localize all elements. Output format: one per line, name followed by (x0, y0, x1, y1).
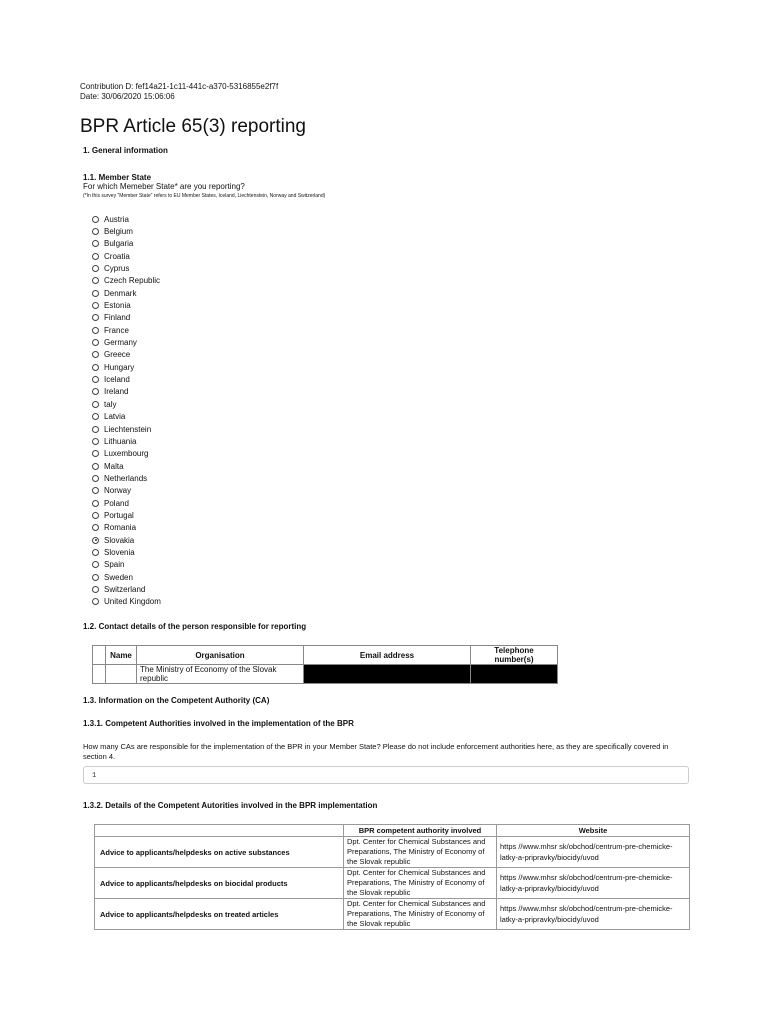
ca-row-label: Advice to applicants/helpdesks on treated articles (95, 899, 344, 930)
member-state-option[interactable] (92, 262, 692, 274)
member-state-option[interactable] (92, 509, 692, 521)
member-state-option[interactable] (92, 361, 692, 373)
member-state-title: 1.1. Member State (83, 173, 152, 182)
ca-row-authority: Dpt. Center for Chemical Substances and Preparations, The Ministry of Economy of the Slovak republic (344, 837, 497, 868)
member-state-option-label: France (104, 325, 129, 335)
ca-info-title: 1.3. Information on the Competent Authority (CA) (83, 696, 270, 705)
member-state-option[interactable] (92, 312, 692, 324)
radio-unchecked-icon[interactable] (92, 253, 99, 260)
member-state-option-label: Sweden (104, 572, 133, 582)
ca-row-authority: Dpt. Center for Chemical Substances and Preparations, The Ministry of Economy of the Slovak republic (344, 899, 497, 930)
ca-row-website: https //www.mhsr sk/obchod/centrum-pre-chemicke-latky-a-pripravky/biocidy/uvod (497, 868, 690, 899)
member-state-option[interactable] (92, 534, 692, 546)
ca-header-website: Website (497, 825, 690, 837)
member-state-option-label: United Kingdom (104, 597, 161, 607)
member-state-option-label: Netherlands (104, 473, 148, 483)
radio-unchecked-icon[interactable] (92, 500, 99, 507)
ca-details-table (94, 824, 690, 930)
member-state-option[interactable] (92, 411, 692, 423)
member-state-option[interactable] (92, 275, 692, 287)
contact-header-email: Email address (304, 646, 471, 665)
radio-unchecked-icon[interactable] (92, 290, 99, 297)
member-state-option[interactable] (92, 460, 692, 472)
member-state-option[interactable] (92, 238, 692, 250)
radio-unchecked-icon[interactable] (92, 351, 99, 358)
member-state-option-label: Malta (104, 461, 124, 471)
contact-header-row (93, 646, 558, 665)
ca-involved-question: How many CAs are responsible for the implementation of the BPR in your Member State? Please do not include enforcement authorities here, as they are specifically covered in section 4. (83, 742, 669, 761)
ca-row-label: Advice to applicants/helpdesks on active substances (95, 837, 344, 868)
member-state-option-label: Greece (104, 350, 131, 360)
member-state-option-label: Slovakia (104, 535, 135, 545)
contact-header-telephone: Telephone number(s) (471, 646, 558, 665)
contact-email-redacted (304, 665, 471, 684)
member-state-option[interactable] (92, 250, 692, 262)
radio-unchecked-icon[interactable] (92, 277, 99, 284)
section-general-title: 1. General information (83, 146, 168, 155)
ca-header-row (95, 825, 690, 837)
member-state-option[interactable] (92, 225, 692, 237)
contact-organisation: The Ministry of Economy of the Slovak republic (137, 665, 304, 684)
ca-row (95, 837, 690, 868)
member-state-option[interactable] (92, 423, 692, 435)
member-state-option-label: Liechtenstein (104, 424, 152, 434)
radio-unchecked-icon[interactable] (92, 438, 99, 445)
member-state-option-label: Hungary (104, 362, 135, 372)
ca-header-authority: BPR competent authority involved (344, 825, 497, 837)
member-state-option-label: Norway (104, 486, 132, 496)
member-state-option-label: Luxembourg (104, 449, 149, 459)
radio-unchecked-icon[interactable] (92, 364, 99, 371)
radio-unchecked-icon[interactable] (92, 463, 99, 470)
radio-unchecked-icon[interactable] (92, 216, 99, 223)
submission-date: Date: 30/06/2020 15:06:06 (80, 92, 175, 101)
member-state-option-label: Czech Republic (104, 276, 161, 286)
radio-unchecked-icon[interactable] (92, 549, 99, 556)
member-state-radio-group (92, 213, 692, 608)
radio-unchecked-icon[interactable] (92, 314, 99, 321)
contact-name (106, 665, 137, 684)
member-state-option-label: Croatia (104, 251, 130, 261)
member-state-question: For which Memeber State* are you reporting? (83, 182, 245, 191)
member-state-option-label: Spain (104, 560, 125, 570)
member-state-option[interactable] (92, 583, 692, 595)
radio-unchecked-icon[interactable] (92, 512, 99, 519)
page-title: BPR Article 65(3) reporting (80, 116, 306, 137)
member-state-option-label: Austria (104, 214, 129, 224)
contact-row (93, 665, 558, 684)
member-state-option-label: Ireland (104, 387, 129, 397)
member-state-option-label: Switzerland (104, 584, 146, 594)
member-state-option[interactable] (92, 299, 692, 311)
member-state-option[interactable] (92, 386, 692, 398)
member-state-option[interactable] (92, 324, 692, 336)
radio-unchecked-icon[interactable] (92, 339, 99, 346)
document-page (80, 82, 692, 930)
member-state-option[interactable] (92, 287, 692, 299)
radio-unchecked-icon[interactable] (92, 561, 99, 568)
ca-header-empty (95, 825, 344, 837)
contact-title: 1.2. Contact details of the person responsible for reporting (83, 622, 307, 631)
member-state-option[interactable] (92, 435, 692, 447)
member-state-option[interactable] (92, 373, 692, 385)
member-state-option-label: Poland (104, 498, 129, 508)
radio-unchecked-icon[interactable] (92, 574, 99, 581)
member-state-option-label: Latvia (104, 412, 126, 422)
member-state-option[interactable] (92, 546, 692, 558)
member-state-option[interactable] (92, 522, 692, 534)
member-state-option-label: Romania (104, 523, 137, 533)
radio-unchecked-icon[interactable] (92, 475, 99, 482)
member-state-option-label: Portugal (104, 510, 134, 520)
member-state-option-label: Estonia (104, 301, 131, 311)
member-state-option[interactable] (92, 336, 692, 348)
radio-unchecked-icon[interactable] (92, 302, 99, 309)
radio-unchecked-icon[interactable] (92, 598, 99, 605)
ca-row-authority: Dpt. Center for Chemical Substances and Preparations, The Ministry of Economy of the Slovak republic (344, 868, 497, 899)
member-state-option-label: Iceland (104, 375, 130, 385)
member-state-option[interactable] (92, 497, 692, 509)
member-state-option[interactable] (92, 559, 692, 571)
radio-unchecked-icon[interactable] (92, 586, 99, 593)
contact-row-marker-header (93, 646, 106, 665)
member-state-option-label: Lithuania (104, 436, 137, 446)
member-state-option[interactable] (92, 213, 692, 225)
radio-unchecked-icon[interactable] (92, 327, 99, 334)
member-state-option[interactable] (92, 349, 692, 361)
contact-header-name: Name (106, 646, 137, 665)
member-state-option-label: Finland (104, 313, 131, 323)
ca-row-website: https //www.mhsr sk/obchod/centrum-pre-chemicke-latky-a-pripravky/biocidy/uvod (497, 837, 690, 868)
member-state-option[interactable] (92, 472, 692, 484)
radio-unchecked-icon[interactable] (92, 487, 99, 494)
member-state-option-label: taly (104, 399, 117, 409)
member-state-option-label: Belgium (104, 227, 133, 237)
member-state-option[interactable] (92, 398, 692, 410)
radio-unchecked-icon[interactable] (92, 376, 99, 383)
member-state-option[interactable] (92, 485, 692, 497)
radio-unchecked-icon[interactable] (92, 426, 99, 433)
ca-row-label: Advice to applicants/helpdesks on biocidal products (95, 868, 344, 899)
radio-unchecked-icon[interactable] (92, 388, 99, 395)
radio-unchecked-icon[interactable] (92, 524, 99, 531)
radio-unchecked-icon[interactable] (92, 240, 99, 247)
ca-details-title: 1.3.2. Details of the Competent Autorities involved in the BPR implementation (83, 801, 378, 810)
contact-header-organisation: Organisation (137, 646, 304, 665)
ca-count-field[interactable]: 1 (83, 766, 689, 784)
member-state-option[interactable] (92, 596, 692, 608)
member-state-option-label: Bulgaria (104, 239, 134, 249)
ca-row-website: https //www.mhsr sk/obchod/centrum-pre-chemicke-latky-a-pripravky/biocidy/uvod (497, 899, 690, 930)
ca-row (95, 899, 690, 930)
ca-involved-title: 1.3.1. Competent Authorities involved in the implementation of the BPR (83, 719, 354, 728)
radio-unchecked-icon[interactable] (92, 228, 99, 235)
contact-telephone-redacted (471, 665, 558, 684)
member-state-option-label: Slovenia (104, 547, 135, 557)
contact-row-marker (93, 665, 106, 684)
radio-checked-icon[interactable] (92, 537, 99, 544)
member-state-option-label: Cyprus (104, 264, 130, 274)
member-state-option[interactable] (92, 571, 692, 583)
ca-row (95, 868, 690, 899)
radio-unchecked-icon[interactable] (92, 401, 99, 408)
member-state-option-label: Germany (104, 338, 137, 348)
contribution-id: Contribution D: fef14a21-1c11-441c-a370-5316855e2f7f (80, 82, 279, 91)
member-state-note: (*In this survey "Member State" refers to EU Member States, Iceland, Liechtenstein, Norway and Switzerland) (83, 193, 326, 199)
radio-unchecked-icon[interactable] (92, 265, 99, 272)
contact-table (92, 645, 558, 684)
radio-unchecked-icon[interactable] (92, 450, 99, 457)
radio-unchecked-icon[interactable] (92, 413, 99, 420)
member-state-option-label: Denmark (104, 288, 137, 298)
member-state-option[interactable] (92, 448, 692, 460)
